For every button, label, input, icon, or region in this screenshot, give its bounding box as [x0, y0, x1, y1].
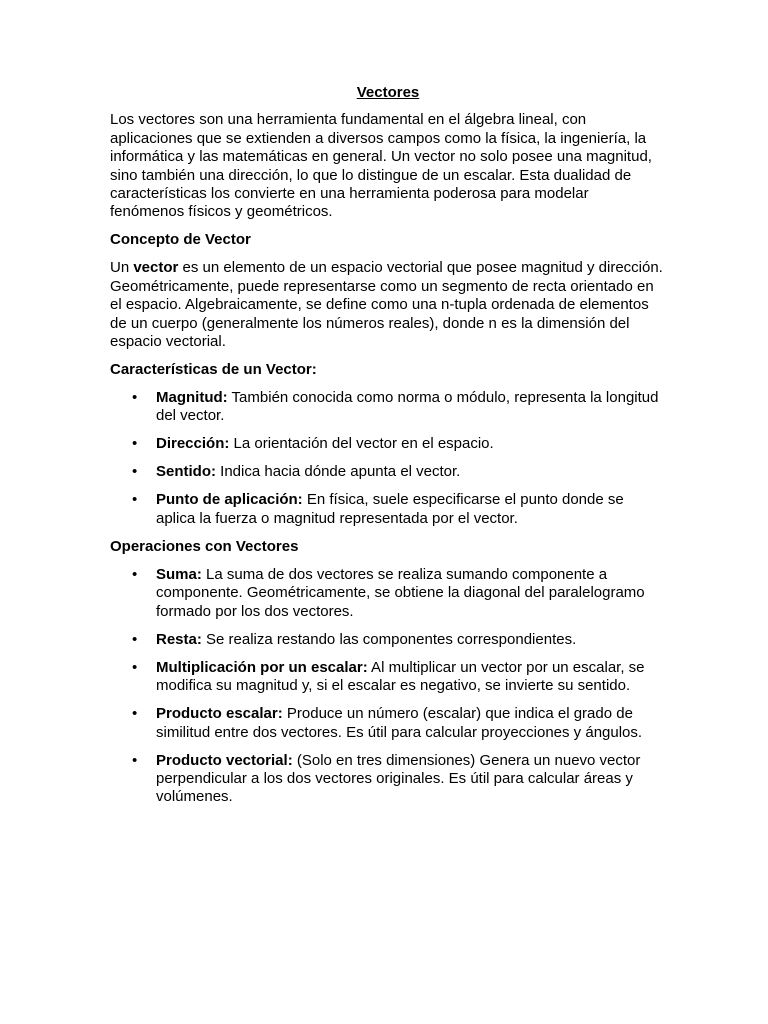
section-heading-operaciones: Operaciones con Vectores [110, 537, 299, 555]
list-item [132, 751, 666, 807]
bullet-icon: • [132, 463, 138, 481]
bullet-icon: • [132, 435, 138, 453]
list-item-desc: (Solo en tres dimensiones) Genera un nuevo vector perpendicular a los dos vectores originales. Es útil para calcular áreas y volúmenes. [156, 751, 641, 806]
section-heading-caracteristicas: Características de un Vector: [110, 361, 317, 379]
list-item-term: Suma: [156, 565, 202, 583]
operaciones-list [110, 566, 666, 807]
list-item [132, 389, 666, 426]
list-item-desc: La orientación del vector en el espacio. [229, 435, 494, 453]
list-item-term: Producto escalar: [156, 705, 283, 723]
caracteristicas-list [110, 389, 666, 528]
list-item-desc: La suma de dos vectores se realiza sumando componente a componente. Geométricamente, se obtiene la diagonal del paralelogramo formado por los dos vectores. [156, 565, 645, 620]
list-item [132, 565, 666, 621]
bullet-icon: • [132, 565, 138, 583]
list-item-term: Resta: [156, 630, 202, 648]
bullet-icon: • [132, 491, 138, 509]
bullet-icon: • [132, 389, 138, 407]
list-item-desc: También conocida como norma o módulo, representa la longitud del vector. [156, 389, 659, 425]
list-item [132, 658, 666, 696]
list-item [132, 705, 666, 742]
section-heading-concepto: Concepto de Vector [110, 231, 251, 249]
list-item-desc: Indica hacia dónde apunta el vector. [216, 463, 461, 481]
list-item [132, 630, 666, 649]
bullet-icon: • [132, 705, 138, 723]
list-item-desc: En física, suele especificarse el punto donde se aplica la fuerza o magnitud representada por el vector. [156, 491, 624, 527]
list-item-desc: Al multiplicar un vector por un escalar, se modifica su magnitud y, si el escalar es negativo, se invierte su sentido. [156, 658, 645, 695]
list-item-desc: Se realiza restando las componentes correspondientes. [201, 630, 577, 648]
concepto-bold-term: vector [133, 259, 179, 277]
bullet-icon: • [132, 630, 138, 648]
list-item [132, 491, 666, 528]
concepto-pre: Un [110, 259, 134, 277]
concepto-paragraph [110, 259, 666, 351]
intro-paragraph: Los vectores son una herramienta fundamental en el álgebra lineal, con aplicaciones que se extienden a diversos campos como la física, la ingeniería, la informática y las matemáticas en general. Un vector no solo posee una magnitud, sino también una dirección, lo que lo distingue de un escalar. Esta dualidad de características los convierte en una herramienta poderosa para modelar fenómenos físicos y geométricos. [110, 111, 652, 221]
bullet-icon: • [132, 658, 138, 676]
list-item [132, 435, 666, 453]
list-item-desc: Produce un número (escalar) que indica el grado de similitud entre dos vectores. Es útil para calcular proyecciones y ángulos. [156, 705, 643, 741]
list-item-term: Dirección: [156, 435, 230, 453]
list-item-term: Sentido: [156, 463, 216, 481]
list-item-term: Multiplicación por un escalar: [156, 658, 368, 676]
list-item-term: Producto vectorial: [156, 751, 293, 769]
list-item [132, 463, 666, 481]
document-page [110, 84, 666, 816]
list-item-term: Punto de aplicación: [156, 491, 303, 509]
list-item-term: Magnitud: [156, 389, 228, 407]
document-title: Vectores [356, 84, 420, 101]
bullet-icon: • [132, 751, 138, 769]
concepto-post: es un elemento de un espacio vectorial que posee magnitud y dirección. Geométricamente, puede representarse como un segmento de recta orientado en el espacio. Algebraicamente, se define como una n-tupla ordenada de elementos de un cuerpo (generalmente los números reales), donde n es la dimensión del espacio vectorial. [110, 259, 663, 351]
